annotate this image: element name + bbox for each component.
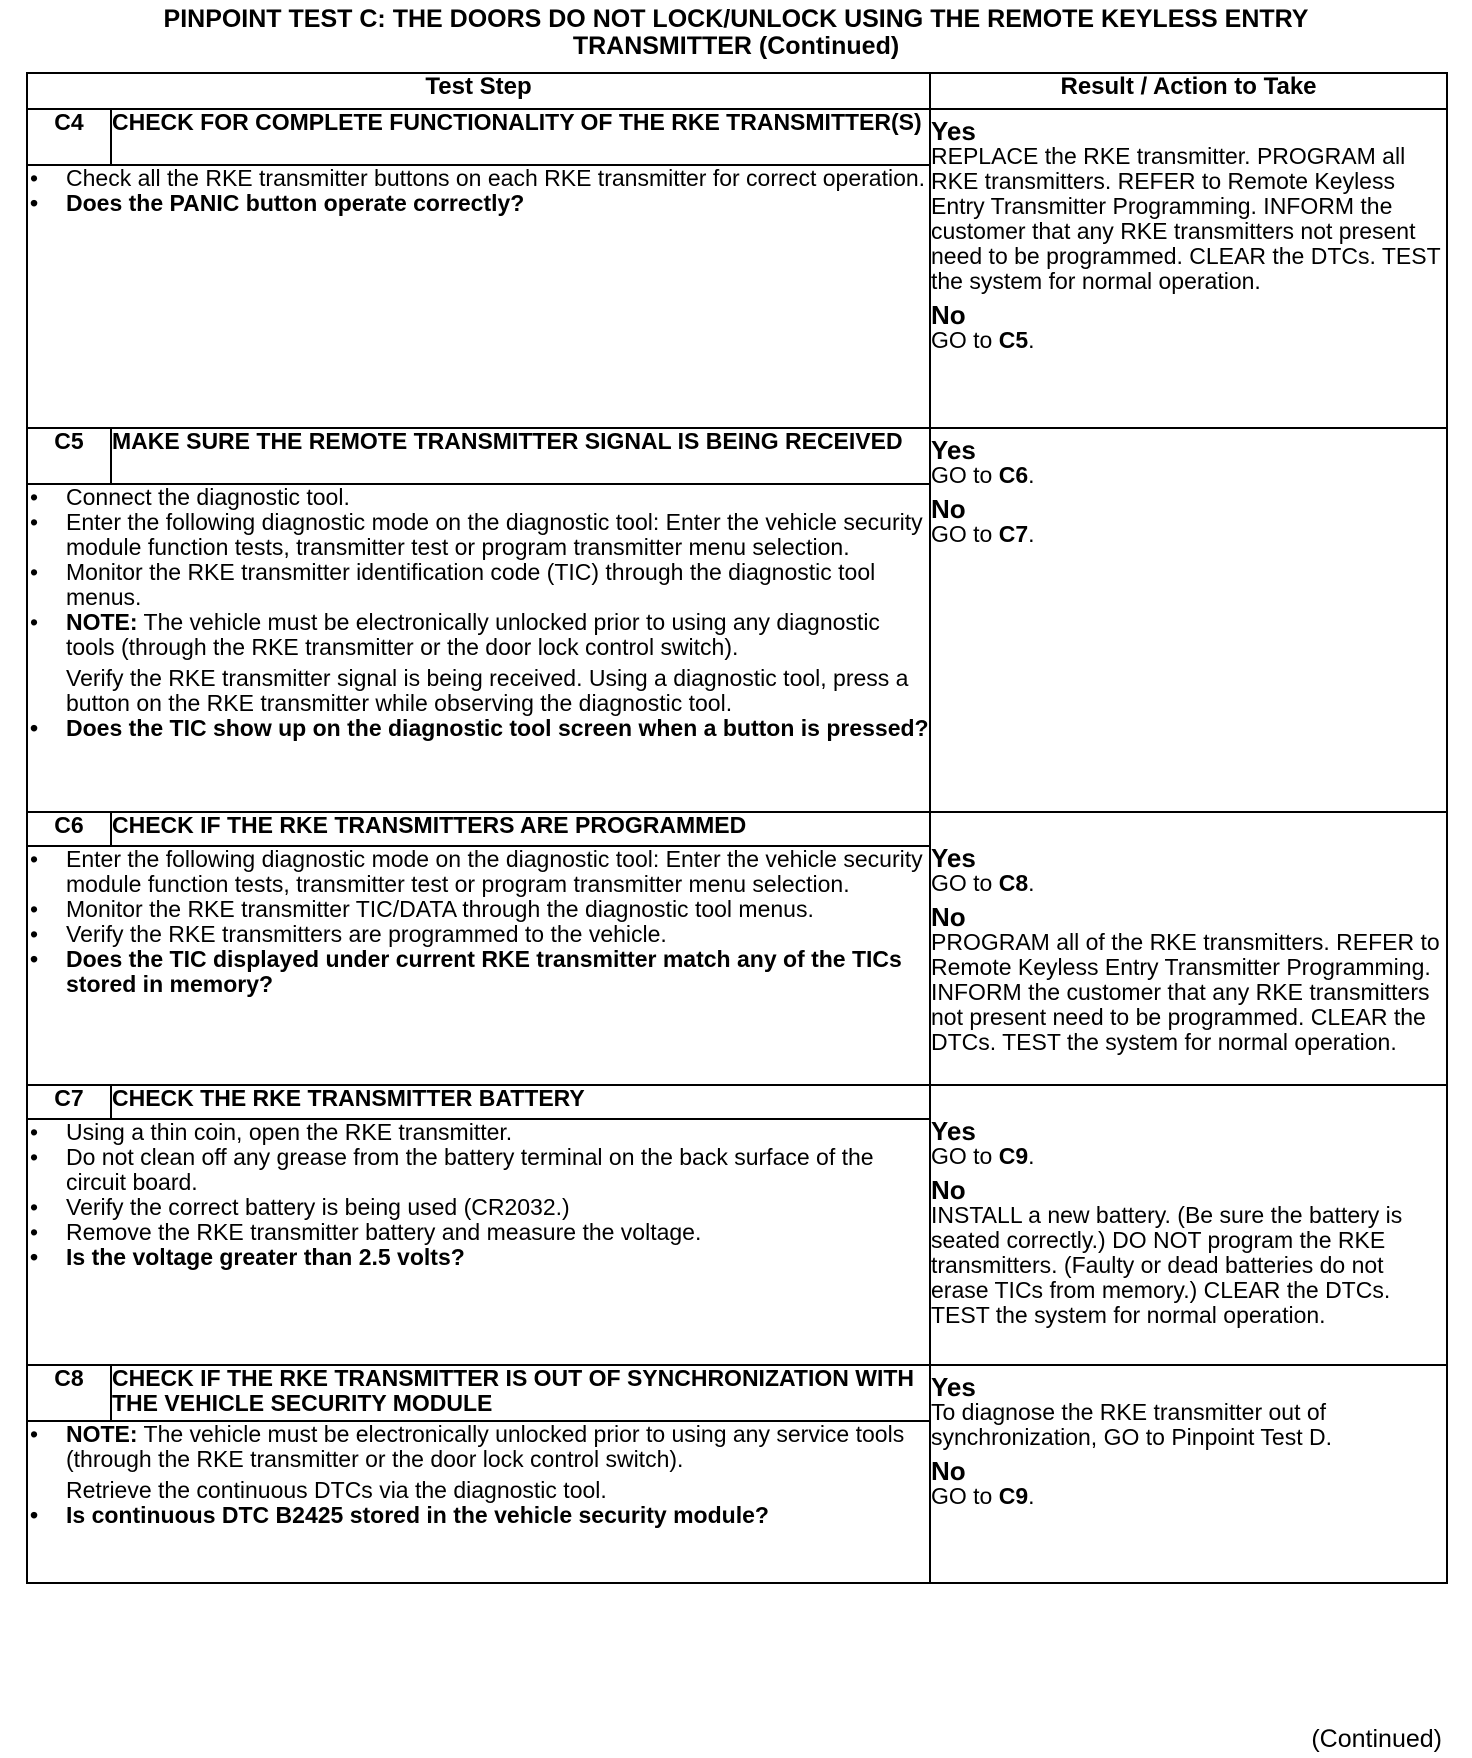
table-header-row [27, 73, 1447, 109]
list-item: • Verify the correct battery is being used (CR2032.) [28, 1195, 929, 1220]
header-test-step: Test Step [27, 73, 930, 109]
goto-prefix: GO to [931, 521, 999, 547]
list-item: • Monitor the RKE transmitter identification code (TIC) through the diagnostic tool menus. [28, 560, 929, 610]
result-yes-label: Yes [931, 435, 976, 465]
goto-suffix: . [1028, 462, 1035, 488]
goto-suffix: . [1028, 1143, 1035, 1169]
goto-prefix: GO to [931, 327, 999, 353]
step-id-c6: C6 [27, 812, 111, 846]
step-body-c8 [27, 1421, 930, 1583]
list-item: • Enter the following diagnostic mode on the diagnostic tool: Enter the vehicle security module function tests, transmitter test or program transmitter menu selection. [28, 847, 929, 897]
pinpoint-test-table [26, 72, 1448, 1584]
goto-suffix: . [1028, 521, 1035, 547]
goto-prefix: GO to [931, 870, 999, 896]
list-paragraph: Verify the RKE transmitter signal is being received. Using a diagnostic tool, press a button on the RKE transmitter while observing the diagnostic tool. [66, 665, 909, 716]
list-paragraph: Retrieve the continuous DTCs via the diagnostic tool. [66, 1477, 607, 1503]
step-id-c4: C4 [27, 109, 111, 165]
list-item: • Connect the diagnostic tool. [28, 485, 929, 510]
list-item-question: • Does the TIC displayed under current RKE transmitter match any of the TICs stored in memory? [28, 947, 929, 997]
result-yes-label: Yes [931, 843, 976, 873]
step-id-c7: C7 [27, 1085, 111, 1119]
result-no-label: No [931, 1175, 966, 1205]
goto-ref: C9 [998, 1483, 1029, 1509]
list-item: • Using a thin coin, open the RKE transmitter. [28, 1120, 929, 1145]
result-yes-label: Yes [931, 1116, 976, 1146]
continued-label: (Continued) [1311, 1725, 1442, 1753]
result-no-label: No [931, 300, 966, 330]
result-c8 [930, 1365, 1447, 1583]
title-line-2: TRANSMITTER (Continued) [572, 32, 900, 60]
result-no-label: No [931, 494, 966, 524]
step-c6-heading-row [27, 812, 1447, 846]
result-no-text [931, 328, 1446, 353]
step-c4-heading-row [27, 109, 1447, 165]
goto-ref: C8 [998, 870, 1029, 896]
result-yes-text: To diagnose the RKE transmitter out of synchronization, GO to Pinpoint Test D. [931, 1399, 1332, 1450]
list-item-question: • Is the voltage greater than 2.5 volts? [28, 1245, 929, 1270]
page-title [26, 6, 1446, 60]
list-item-question: • Is continuous DTC B2425 stored in the vehicle security module? [28, 1503, 929, 1528]
result-no-text: INSTALL a new battery. (Be sure the battery is seated correctly.) DO NOT program the RKE transmitters. (Faulty or dead batteries do not erase TICs from memory.) CLEAR the DTCs. TEST the system for normal operation. [931, 1202, 1403, 1328]
list-item: • Enter the following diagnostic mode on the diagnostic tool: Enter the vehicle security module function tests, transmitter test or program transmitter menu selection. [28, 510, 929, 560]
list-item: • Monitor the RKE transmitter TIC/DATA through the diagnostic tool menus. [28, 897, 929, 922]
goto-prefix: GO to [931, 1483, 999, 1509]
result-c7 [930, 1085, 1447, 1365]
result-no-text: PROGRAM all of the RKE transmitters. REFER to Remote Keyless Entry Transmitter Programming. INFORM the customer that any RKE transmitters not present need to be programmed. CLEAR the DTCs. TEST the system for normal operation. [931, 929, 1440, 1055]
result-c4 [930, 109, 1447, 428]
list-item: • Verify the RKE transmitters are programmed to the vehicle. [28, 922, 929, 947]
result-yes-text [931, 871, 1446, 896]
step-heading-c4: CHECK FOR COMPLETE FUNCTIONALITY OF THE RKE TRANSMITTER(S) [111, 109, 930, 165]
step-id-c5: C5 [27, 428, 111, 484]
result-no-label: No [931, 1456, 966, 1486]
header-result-action: Result / Action to Take [930, 73, 1447, 109]
step-id-c8: C8 [27, 1365, 111, 1421]
list-item: • Do not clean off any grease from the battery terminal on the back surface of the circuit board. [28, 1145, 929, 1195]
step-c7-heading-row [27, 1085, 1447, 1119]
list-item [28, 610, 929, 660]
result-no-text [931, 522, 1446, 547]
result-no-label: No [931, 902, 966, 932]
list-item: • Check all the RKE transmitter buttons on each RKE transmitter for correct operation. [28, 166, 929, 191]
result-yes-text: REPLACE the RKE transmitter. PROGRAM all RKE transmitters. REFER to Remote Keyless Entry Transmitter Programming. INFORM the customer that any RKE transmitters not present need to be programmed. CLEAR the DTCs. TEST the system for normal operation. [931, 143, 1441, 294]
list-item-question: • Does the PANIC button operate correctly? [28, 191, 929, 216]
step-heading-c7: CHECK THE RKE TRANSMITTER BATTERY [111, 1085, 930, 1119]
goto-ref: C9 [998, 1143, 1029, 1169]
step-heading-c8: CHECK IF THE RKE TRANSMITTER IS OUT OF SYNCHRONIZATION WITH THE VEHICLE SECURITY MODULE [111, 1365, 930, 1421]
goto-ref: C5 [998, 327, 1029, 353]
step-c5-heading-row [27, 428, 1447, 484]
step-heading-c6: CHECK IF THE RKE TRANSMITTERS ARE PROGRAMMED [111, 812, 930, 846]
step-body-c6 [27, 846, 930, 1085]
goto-ref: C6 [998, 462, 1029, 488]
result-yes-text [931, 463, 1446, 488]
goto-prefix: GO to [931, 462, 999, 488]
result-yes-label: Yes [931, 116, 976, 146]
goto-ref: C7 [998, 521, 1029, 547]
title-line-1: PINPOINT TEST C: THE DOORS DO NOT LOCK/UNLOCK USING THE REMOTE KEYLESS ENTRY [163, 5, 1309, 33]
goto-prefix: GO to [931, 1143, 999, 1169]
goto-suffix: . [1028, 327, 1035, 353]
step-body-c5 [27, 484, 930, 812]
goto-suffix: . [1028, 1483, 1035, 1509]
list-item: • Remove the RKE transmitter battery and measure the voltage. [28, 1220, 929, 1245]
list-item [28, 1422, 929, 1472]
result-no-text [931, 1484, 1446, 1509]
result-c5 [930, 428, 1447, 812]
result-c6 [930, 812, 1447, 1085]
note-label: NOTE: [66, 1421, 138, 1447]
step-heading-c5: MAKE SURE THE REMOTE TRANSMITTER SIGNAL IS BEING RECEIVED [111, 428, 930, 484]
step-body-c7 [27, 1119, 930, 1365]
step-c8-heading-row [27, 1365, 1447, 1421]
list-item-question: • Does the TIC show up on the diagnostic tool screen when a button is pressed? [28, 716, 929, 741]
note-text: The vehicle must be electronically unlocked prior to using any diagnostic tools (through the RKE transmitter or the door lock control switch). [66, 609, 880, 660]
step-body-c4 [27, 165, 930, 428]
goto-suffix: . [1028, 870, 1035, 896]
result-yes-text [931, 1144, 1446, 1169]
note-text: The vehicle must be electronically unlocked prior to using any service tools (through the RKE transmitter or the door lock control switch). [66, 1421, 905, 1472]
result-yes-label: Yes [931, 1372, 976, 1402]
note-label: NOTE: [66, 609, 138, 635]
